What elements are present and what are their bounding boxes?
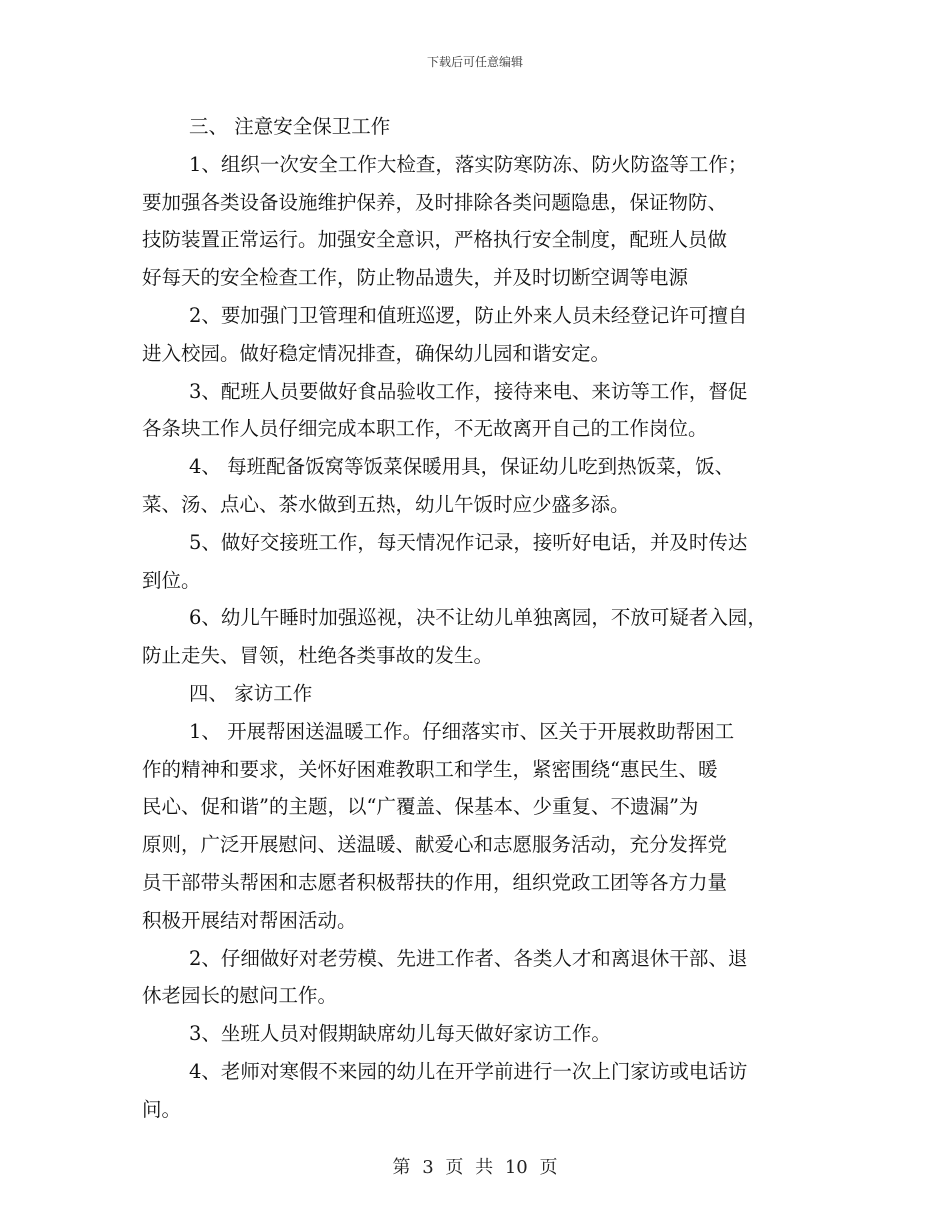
page-footer: 第 3 页 共 10 页 [392,1157,558,1178]
text-line: 要加强各类设备设施维护保养，及时排除各类问题隐患，保证物防、 [142,190,728,214]
text-line: 防止走失、冒领，杜绝各类事故的发生。 [142,644,494,668]
text-line: 1、 开展帮困送温暖工作。仔细落实市、区关于开展救助帮困工 [189,719,735,743]
text-line: 到位。 [142,568,201,592]
text-line: 各条块工作人员仔细完成本职工作，不无故离开自己的工作岗位。 [142,417,708,441]
text-line: 问。 [142,1097,182,1121]
text-line: 3、坐班人员对假期缺席幼儿每天做好家访工作。 [189,1022,611,1046]
text-line: 四、 家访工作 [189,681,313,705]
text-line: 原则，广泛开展慰问、送温暖、献爱心和志愿服务活动，充分发挥党 [142,833,728,857]
text-line: 1、组织一次安全工作大检查，落实防寒防冻、防火防盗等工作； [189,152,748,176]
document-body [142,108,812,1129]
text-line: 进入校园。做好稳定情况排查，确保幼儿园和谐安定。 [142,341,611,365]
text-line: 2、要加强门卫管理和值班巡逻，防止外来人员未经登记许可擅自 [189,303,748,327]
text-line: 积极开展结对帮困活动。 [142,908,357,932]
text-line: 员干部带头帮困和志愿者积极帮扶的作用，组织党政工团等各方力量 [142,870,728,894]
text-line: 技防装置正常运行。加强安全意识，严格执行安全制度，配班人员做 [142,228,728,252]
text-line: 4、老师对寒假不来园的幼儿在开学前进行一次上门家访或电话访 [189,1059,748,1083]
text-line: 民心、促和谐”的主题，以“广覆盖、保基本、少重复、不遗漏”为 [142,795,699,819]
text-line: 6、幼儿午睡时加强巡视，决不让幼儿单独离园，不放可疑者入园， [189,606,767,630]
text-line: 2、仔细做好对老劳模、先进工作者、各类人才和离退休干部、退 [189,946,748,970]
page-header: 下载后可任意编辑 [426,55,523,69]
text-line: 3、配班人员要做好食品验收工作，接待来电、来访等工作，督促 [189,379,748,403]
text-line: 菜、汤、点心、茶水做到五热，幼儿午饭时应少盛多添。 [142,492,630,516]
text-line: 4、 每班配备饭窝等饭菜保暖用具，保证幼儿吃到热饭菜，饭、 [189,455,735,479]
text-line: 三、 注意安全保卫工作 [189,115,391,138]
text-line: 休老园长的慰问工作。 [142,984,338,1008]
text-line: 好每天的安全检查工作，防止物品遗失，并及时切断空调等电源 [142,266,689,290]
text-line: 5、做好交接班工作，每天情况作记录，接听好电话，并及时传达 [189,530,748,554]
text-line: 作的精神和要求，关怀好困难教职工和学生，紧密围绕“惠民生、暖 [142,757,718,781]
